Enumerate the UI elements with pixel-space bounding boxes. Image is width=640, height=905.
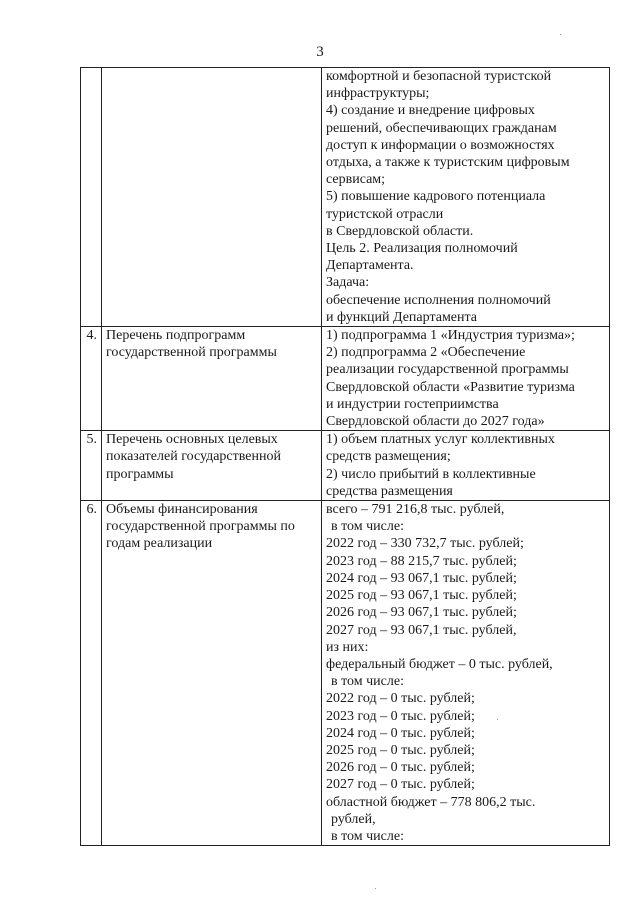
row-content — [322, 68, 610, 327]
content-line: в том числе: — [331, 828, 404, 844]
content-line: и функций Департамента — [326, 309, 478, 325]
content-line: доступ к информации о возможностях — [326, 137, 555, 153]
content-line: 2025 год – 93 067,1 тыс. рублей; — [326, 588, 517, 604]
row-number: 4. — [81, 327, 102, 431]
content-line: Свердловской области до 2027 года» — [326, 414, 545, 430]
content-line: областной бюджет – 778 806,2 тыс. — [326, 794, 536, 810]
row-number: 5. — [81, 431, 102, 501]
row-content — [322, 431, 610, 501]
content-line: 2022 год – 0 тыс. рублей; — [326, 691, 475, 707]
content-line: 2027 год – 0 тыс. рублей; — [326, 777, 475, 793]
content-line: 2024 год – 93 067,1 тыс. рублей; — [326, 570, 517, 586]
table-row — [81, 431, 610, 501]
content-line: средства размещения — [326, 483, 453, 499]
content-line: отдыха, а также к туристским цифровым — [326, 155, 570, 171]
content-line: Цель 2. Реализация полномочий — [326, 241, 518, 257]
content-line: 1) подпрограмма 1 «Индустрия туризма»; — [326, 328, 575, 344]
content-line: 2026 год – 93 067,1 тыс. рублей; — [326, 605, 517, 621]
content-line: Свердловской области «Развитие туризма — [326, 379, 575, 395]
content-line: всего – 791 216,8 тыс. рублей, — [326, 502, 505, 518]
row-number — [81, 68, 102, 327]
content-line: 2026 год – 0 тыс. рублей; — [326, 760, 475, 776]
content-line: комфортной и безопасной туристской — [326, 69, 552, 84]
row-title: Объемы финансирования государственной программы по годам реализации — [102, 501, 322, 846]
page-number: 3 — [316, 44, 324, 60]
content-line: средств размещения; — [326, 449, 451, 465]
table-row — [81, 327, 610, 431]
content-line: 2027 год – 93 067,1 тыс. рублей, — [326, 622, 517, 638]
content-line: Задача: — [326, 275, 370, 291]
content-line: Департамента. — [326, 258, 414, 274]
content-line: и индустрии гостеприимства — [326, 396, 499, 412]
content-line: 2) подпрограмма 2 «Обеспечение — [326, 345, 526, 361]
content-line: 2022 год – 330 732,7 тыс. рублей; — [326, 536, 524, 552]
content-line: 2023 год – 88 215,7 тыс. рублей; — [326, 553, 517, 569]
content-line: в том числе: — [331, 519, 404, 535]
content-line: 5) повышение кадрового потенциала — [326, 189, 546, 205]
table-row — [81, 501, 610, 846]
row-title — [102, 68, 322, 327]
content-line: обеспечение исполнения полномочий — [326, 292, 551, 308]
content-line: 4) создание и внедрение цифровых — [326, 103, 535, 119]
content-line: рублей, — [331, 811, 376, 827]
content-line: в Свердловской области. — [326, 223, 474, 239]
row-content — [322, 501, 610, 846]
content-line: туристской отрасли — [326, 206, 444, 222]
row-title: Перечень основных целевых показателей государственной программы — [102, 431, 322, 501]
row-title: Перечень подпрограмм государственной программы — [102, 327, 322, 431]
content-line: 2025 год – 0 тыс. рублей; — [326, 742, 475, 758]
content-line: в том числе: — [331, 674, 404, 690]
content-line: сервисам; — [326, 172, 386, 188]
content-line: реализации государственной программы — [326, 362, 569, 378]
content-line: 2023 год – 0 тыс. рублей; — [326, 708, 475, 724]
content-line: федеральный бюджет – 0 тыс. рублей, — [326, 656, 553, 672]
content-line: инфраструктуры; — [326, 86, 430, 102]
content-line: 2) число прибытий в коллективные — [326, 466, 536, 482]
row-number: 6. — [81, 501, 102, 846]
program-passport-table — [80, 67, 610, 846]
content-line: решений, обеспечивающих гражданам — [326, 120, 557, 136]
content-line: из них: — [326, 639, 369, 655]
table-row — [81, 68, 610, 327]
content-line: 2024 год – 0 тыс. рублей; — [326, 725, 475, 741]
content-line: 1) объем платных услуг коллективных — [326, 432, 555, 448]
row-content — [322, 327, 610, 431]
